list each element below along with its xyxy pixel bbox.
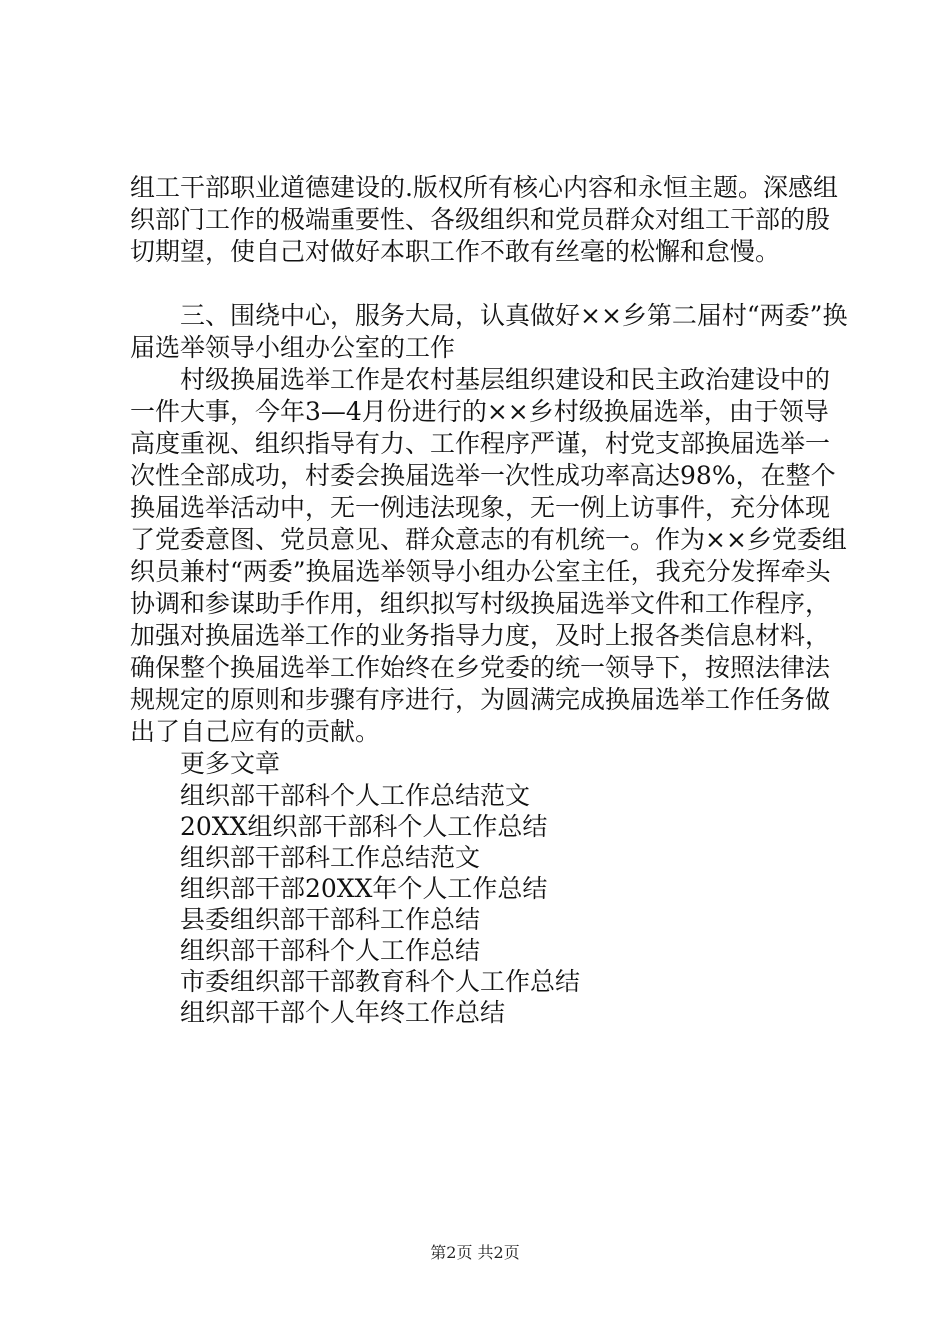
article-link[interactable]: 县委组织部干部科工作总结 xyxy=(180,905,481,934)
paragraph-gap xyxy=(130,268,850,300)
section-heading: 三、围绕中心，服务大局，认真做好××乡第二届村“两委”换届选举领导小组办公室的工作 xyxy=(130,301,848,362)
article-link[interactable]: 组织部干部个人年终工作总结 xyxy=(180,998,506,1027)
article-link[interactable]: 组织部干部20XX年个人工作总结 xyxy=(180,874,548,903)
page-footer: 第2页 共2页 xyxy=(430,1243,520,1262)
article-link[interactable]: 组织部干部科个人工作总结范文 xyxy=(180,781,531,810)
paragraph-continuation: 组工干部职业道德建设的.版权所有核心内容和永恒主题。深感组织部门工作的极端重要性、各级组织和党员群众对组工干部的殷切期望，使自己对做好本职工作不敢有丝毫的松懈和怠慢。 xyxy=(130,173,838,266)
paragraph-body: 村级换届选举工作是农村基层组织建设和民主政治建设中的一件大事，今年3—4月份进行的××乡村级换届选举，由于领导高度重视、组织指导有力、工作程序严谨，村党支部换届选举一次性全部成功，村委会换届选举一次性成功率高达98%，在整个换届选举活动中，无一例违法现象，无一例上访事件，充分体现了党委意图、党员意见、群众意志的有机统一。作为××乡党委组织员兼村“两委”换届选举领导小组办公室主任，我充分发挥牵头协调和参谋助手作用，组织拟写村级换届选举文件和工作程序，加强对换届选举工作的业务指导力度，及时上报各类信息材料，确保整个换届选举工作始终在乡党委的统一领导下，按照法律法规规定的原则和步骤有序进行，为圆满完成换届选举工作任务做出了自己应有的贡献。 xyxy=(130,365,847,746)
more-articles-heading: 更多文章 xyxy=(180,749,281,778)
more-articles-list xyxy=(130,780,850,1028)
article-link[interactable]: 20XX组织部干部科个人工作总结 xyxy=(180,812,548,841)
article-link[interactable]: 组织部干部科工作总结范文 xyxy=(180,843,481,872)
article-link[interactable]: 市委组织部干部教育科个人工作总结 xyxy=(180,967,581,996)
article-link[interactable]: 组织部干部科个人工作总结 xyxy=(180,936,481,965)
document-body xyxy=(130,172,850,1028)
